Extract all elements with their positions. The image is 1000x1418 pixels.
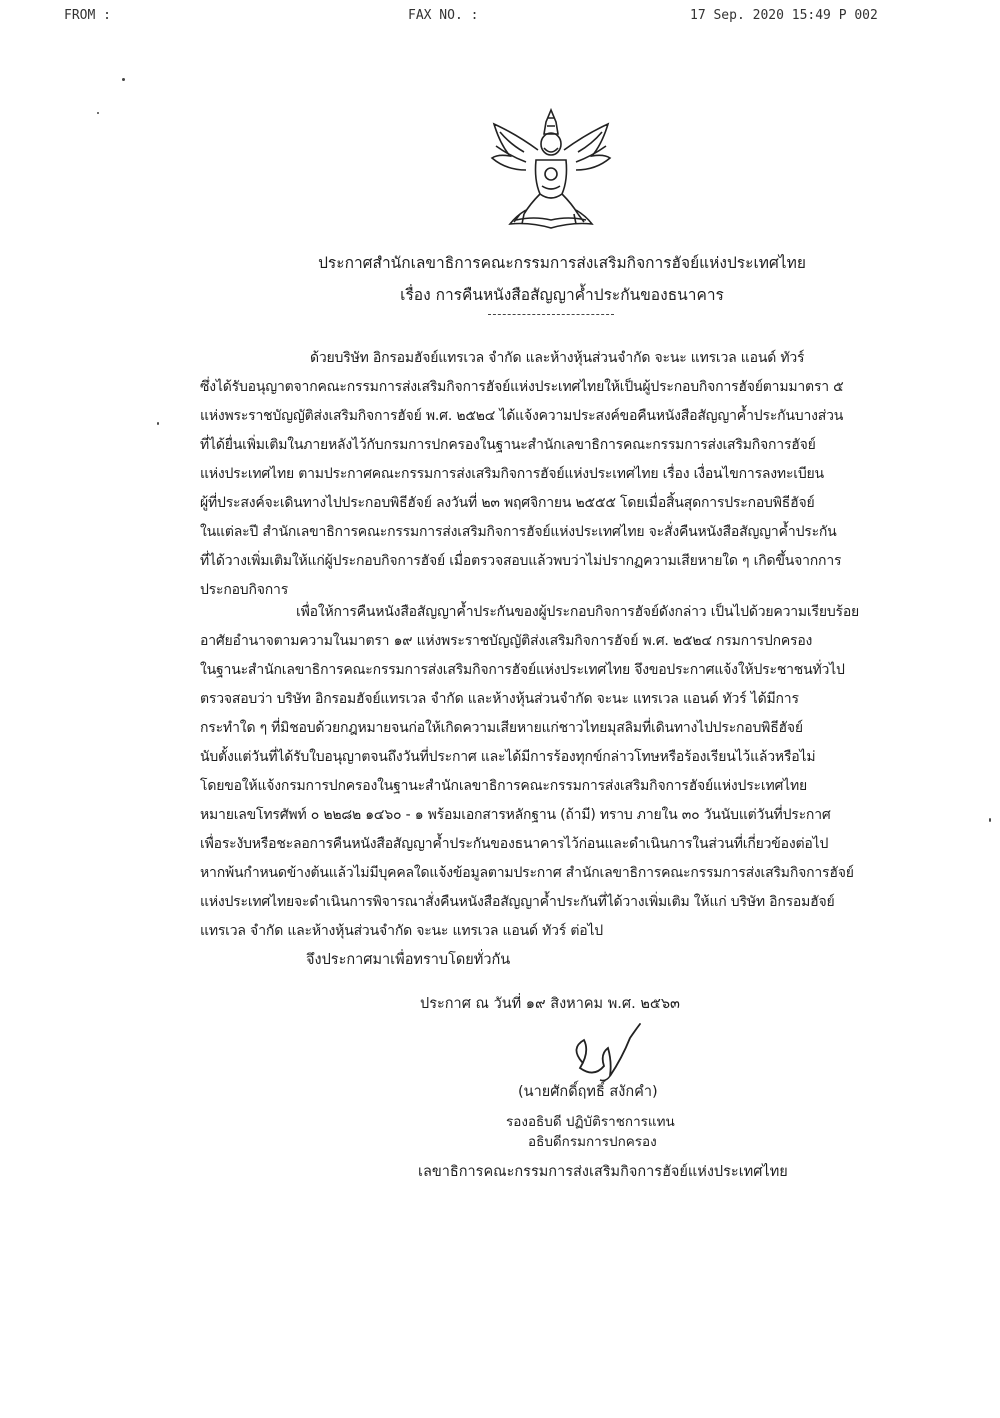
scan-speck: [989, 818, 991, 822]
paragraph-line: หากพ้นกำหนดข้างต้นแล้วไม่มีบุคคลใดแจ้งข้อมูลตามประกาศ สำนักเลขาธิการคณะกรรมการส่งเสริมกิจการฮัจย์: [200, 865, 854, 881]
title-divider: [488, 314, 614, 315]
paragraph-line: ในแต่ละปี สำนักเลขาธิการคณะกรรมการส่งเสริมกิจการฮัจย์แห่งประเทศไทย จะสั่งคืนหนังสือสัญญาค้ำประกัน: [200, 524, 837, 540]
paragraph-line: โดยขอให้แจ้งกรมการปกครองในฐานะสำนักเลขาธิการคณะกรรมการส่งเสริมกิจการฮัจย์แห่งประเทศไทย: [200, 778, 808, 794]
paragraph-line: เพื่อให้การคืนหนังสือสัญญาค้ำประกันของผู้ประกอบกิจการฮัจย์ดังกล่าว เป็นไปด้วยความเรียบร้อย: [296, 604, 860, 620]
paragraph-line: อาศัยอำนาจตามความในมาตรา ๑๙ แห่งพระราชบัญญัติส่งเสริมกิจการฮัจย์ พ.ศ. ๒๕๒๔ กรมการปกครอง: [200, 633, 813, 649]
scan-speck: [122, 78, 125, 81]
paragraph-line: ประกอบกิจการ: [200, 582, 289, 598]
handwritten-signature: [560, 1018, 660, 1088]
paragraph-line: ที่ได้วางเพิ่มเติมให้แก่ผู้ประกอบกิจการฮัจย์ เมื่อตรวจสอบแล้วพบว่าไม่ปรากฏความเสียหายใด ๆ เกิดขึ้นจากการ: [200, 553, 842, 569]
fax-number-label: FAX NO. :: [408, 8, 479, 23]
paragraph-1: [200, 344, 930, 605]
paragraph-line: ซึ่งได้รับอนุญาตจากคณะกรรมการส่งเสริมกิจการฮัจย์แห่งประเทศไทยให้เป็นผู้ประกอบกิจการฮัจย์ตามมาตรา ๕: [200, 379, 844, 395]
paragraph-line: นับตั้งแต่วันที่ได้รับใบอนุญาตจนถึงวันที่ประกาศ และได้มีการร้องทุกข์กล่าวโทษหรือร้องเรียนไว้แล้วหรือไม่: [200, 749, 816, 765]
announcement-date: ประกาศ ณ วันที่ ๑๙ สิงหาคม พ.ศ. ๒๕๖๓: [420, 996, 680, 1012]
paragraph-2: [200, 598, 930, 946]
signatory-position: อธิบดีกรมการปกครอง: [528, 1134, 657, 1150]
paragraph-line: หมายเลขโทรศัพท์ ๐ ๒๒๘๒ ๑๔๖๐ - ๑ พร้อมเอกสารหลักฐาน (ถ้ามี) ทราบ ภายใน ๓๐ วันนับแต่วันที่ประกาศ: [200, 807, 831, 823]
paragraph-line: เพื่อระงับหรือชะลอการคืนหนังสือสัญญาค้ำประกันของธนาคารไว้ก่อนและดำเนินการในส่วนที่เกี่ยวข้องต่อไป: [200, 836, 829, 852]
scan-speck: [157, 422, 159, 425]
paragraph-line: ตรวจสอบว่า บริษัท อิกรอมฮัจย์แทรเวล จำกัด และห้างหุ้นส่วนจำกัด จะนะ แทรเวล แอนด์ ทัวร์ ได้มีการ: [200, 691, 799, 707]
paragraph-line: แห่งประเทศไทยจะดำเนินการพิจารณาสั่งคืนหนังสือสัญญาค้ำประกันที่ได้วางเพิ่มเติม ให้แก่ บริษัท อิกรอมฮัจย์: [200, 894, 835, 910]
signatory-position: รองอธิบดี ปฏิบัติราชการแทน: [506, 1114, 675, 1130]
paragraph-line: แห่งประเทศไทย ตามประกาศคณะกรรมการส่งเสริมกิจการฮัจย์แห่งประเทศไทย เรื่อง เงื่อนไขการลงทะเบียน: [200, 466, 824, 482]
fax-from-label: FROM :: [64, 8, 111, 23]
fax-header: [0, 8, 1000, 32]
garuda-emblem-icon: [486, 104, 616, 232]
paragraph-line: ด้วยบริษัท อิกรอมฮัจย์แทรเวล จำกัด และห้างหุ้นส่วนจำกัด จะนะ แทรเวล แอนด์ ทัวร์: [310, 350, 805, 366]
signatory-name: (นายศักดิ์ฤทธิ์ สงักคำ): [518, 1084, 658, 1100]
signatory-office: เลขาธิการคณะกรรมการส่งเสริมกิจการฮัจย์แห่งประเทศไทย: [418, 1164, 788, 1180]
paragraph-line: ผู้ที่ประสงค์จะเดินทางไปประกอบพิธีฮัจย์ ลงวันที่ ๒๓ พฤศจิกายน ๒๕๕๕ โดยเมื่อสิ้นสุดการประกอบพิธีฮัจย์: [200, 495, 815, 511]
paragraph-line: แทรเวล จำกัด และห้างหุ้นส่วนจำกัด จะนะ แทรเวล แอนด์ ทัวร์ ต่อไป: [200, 923, 603, 939]
scan-speck: [97, 112, 99, 114]
paragraph-line: กระทำใด ๆ ที่มิชอบด้วยกฎหมายจนก่อให้เกิดความเสียหายแก่ชาวไทยมุสลิมที่เดินทางไปประกอบพิธีฮัจย์: [200, 720, 803, 736]
fax-timestamp: 17 Sep. 2020 15:49 P 002: [690, 8, 878, 23]
announcement-title: ประกาศสำนักเลขาธิการคณะกรรมการส่งเสริมกิจการฮัจย์แห่งประเทศไทย: [318, 254, 806, 272]
paragraph-line: ในฐานะสำนักเลขาธิการคณะกรรมการส่งเสริมกิจการฮัจย์แห่งประเทศไทย จึงขอประกาศแจ้งให้ประชาชนทั่วไป: [200, 662, 845, 678]
paragraph-line: ที่ได้ยื่นเพิ่มเติมในภายหลังไว้กับกรมการปกครองในฐานะสำนักเลขาธิการคณะกรรมการส่งเสริมกิจการฮัจย์: [200, 437, 816, 453]
paragraph-line: แห่งพระราชบัญญัติส่งเสริมกิจการฮัจย์ พ.ศ. ๒๕๒๔ ได้แจ้งความประสงค์ขอคืนหนังสือสัญญาค้ำประกันบางส่วน: [200, 408, 844, 424]
closing-statement: จึงประกาศมาเพื่อทราบโดยทั่วกัน: [306, 952, 511, 968]
announcement-subject: เรื่อง การคืนหนังสือสัญญาค้ำประกันของธนาคาร: [400, 286, 724, 304]
